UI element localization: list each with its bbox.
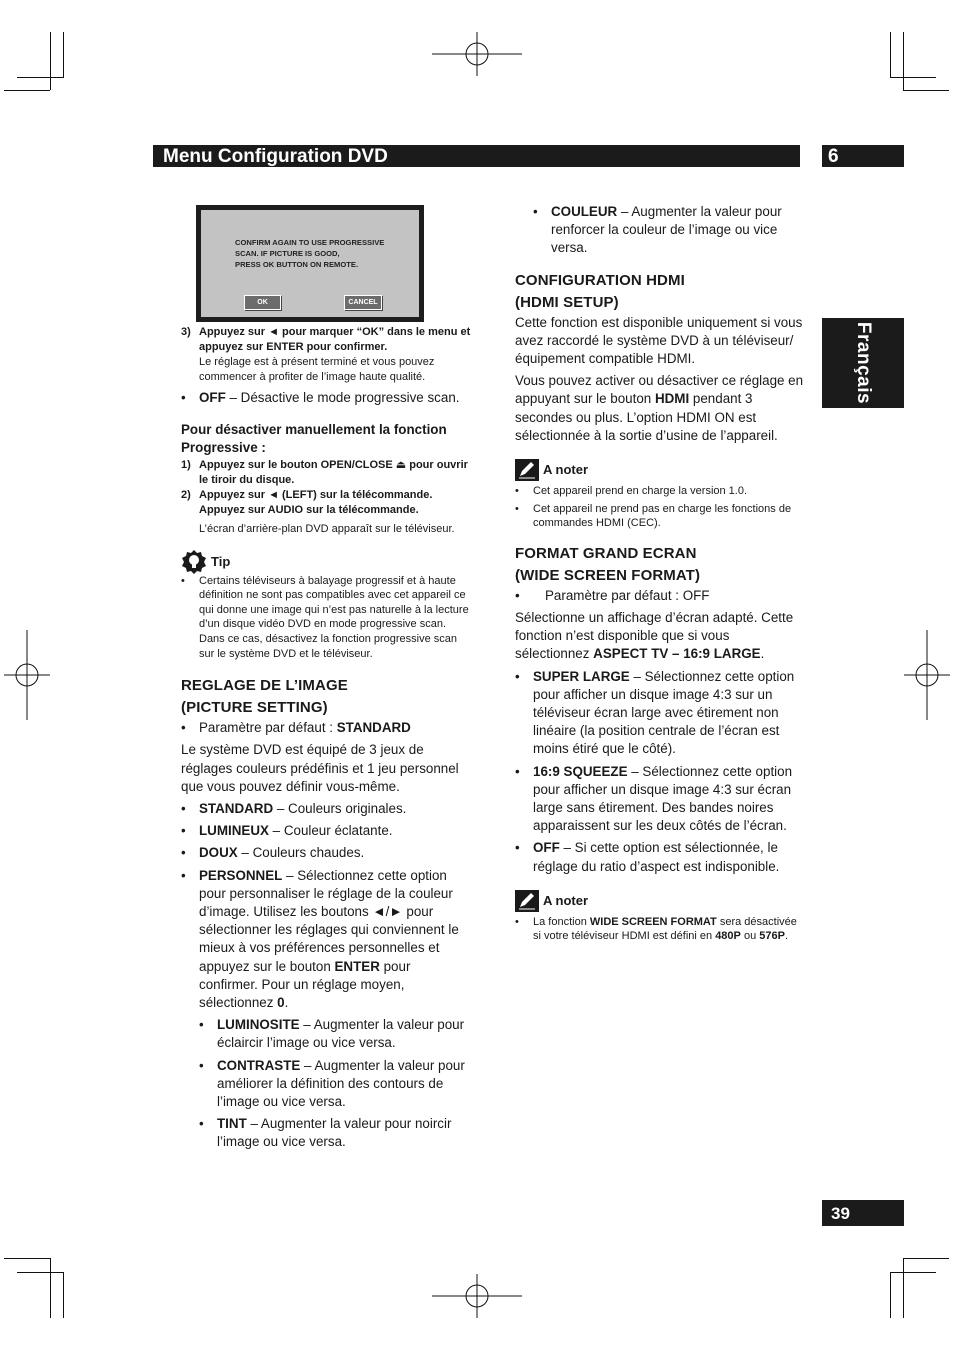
hdmi-paragraph-2: Vous pouvez activer ou désactiver ce réglage en appuyant sur le bouton HDMI pendant 3 secondes ou plus. L’option HDMI ON est sélectionnée à la sortie d’usine de l’appareil. [515,373,804,443]
left-column [181,325,471,1152]
standard-item: • STANDARD – Couleurs originales. [181,800,471,818]
wide-intro: Sélectionne un affichage d’écran adapté. Cette fonction n’est disponible que si vous sélectionnez ASPECT TV – 16:9 LARGE. [515,610,794,662]
tv-screen [201,210,419,317]
page-number: 39 [822,1200,904,1226]
wide-default: • Paramètre par défaut : OFF [515,587,805,605]
note-1-item: • Cet appareil ne prend pas en charge les fonctions de commandes HDMI (CEC). [515,502,805,531]
tv-message-line: SCAN. IF PICTURE IS GOOD, [235,249,340,258]
tip-text: • Certains téléviseurs à balayage progressif et à haute définition ne sont pas compatibles avec cet appareil ce qui donne une image qui n’est pas naturelle à la lecture d’un disque vidéo DVD en mode progressive scan. Dans ce cas, désactivez la fonction progressive scan sur le système DVD et le téléviseur. [181,574,471,662]
note-1-heading [515,459,805,481]
couleur-item: • COULEUR – Augmenter la valeur pour renforcer la couleur de l’image ou vice versa. [515,203,805,258]
registration-mark-bottom [432,1274,522,1318]
registration-mark-top [432,32,522,76]
tv-screen-illustration [196,205,424,322]
tv-dialog-message [235,237,384,270]
tv-cancel-button: CANCEL [344,295,382,310]
right-column [515,203,805,944]
registration-mark-left [4,630,50,720]
tv-ok-button: OK [244,295,281,310]
manual-disable-heading: Pour désactiver manuellement la fonction Progressive : [181,422,447,456]
picture-intro: Le système DVD est équipé de 3 jeux de réglages couleurs prédéfinis et 1 jeu personnel que vous pouvez définir vous-même. [181,742,459,794]
super-large-item: • SUPER LARGE – Sélectionnez cette option pour afficher un disque image 4:3 sur un téléviseur écran large avec étirement non linéaire (la position centrale de l’écran est moins étiré que le côté). [515,668,805,759]
page-title: Menu Configuration DVD [163,146,388,167]
note-pencil-icon [515,459,539,481]
chapter-number: 6 [822,145,904,167]
tip-lightbulb-icon [181,550,207,574]
manual-step-2-note: L’écran d’arrière-plan DVD apparaît sur le téléviseur. [199,522,455,535]
luminosite-item: • LUMINOSITE – Augmenter la valeur pour éclaircir l’image ou vice versa. [181,1016,471,1052]
hdmi-paragraph-1: Cette fonction est disponible uniquement si vous avez raccordé le système DVD à un téléviseur/équipement compatible HDMI. [515,314,803,367]
language-tab [822,318,904,408]
tip-heading [181,550,471,574]
wide-screen-heading: FORMAT GRAND ECRAN (WIDE SCREEN FORMAT) [515,544,701,584]
hdmi-setup-heading: CONFIGURATION HDMI (HDMI SETUP) [515,271,685,311]
language-tab-label: Français [853,321,874,405]
picture-setting-heading: REGLAGE DE L’IMAGE (PICTURE SETTING) [181,677,348,717]
off-option-item: • OFF – Si cette option est sélectionnée, le réglage du ratio d’aspect est indisponible. [515,839,805,875]
note-1-label: A noter [543,461,589,477]
note-1-item: • Cet appareil prend en charge la version 1.0. [515,484,805,499]
manual-step-1: 1) Appuyez sur le bouton OPEN/CLOSE ⏏ pour ouvrir le tiroir du disque. [181,458,468,486]
note-2-item: • La fonction WIDE SCREEN FORMAT sera désactivée si votre téléviseur HDMI est défini en 480P ou 576P. [515,915,805,944]
note-2-heading [515,890,805,912]
step-3: 3) Appuyez sur ◄ pour marquer “OK” dans le menu et appuyez sur ENTER pour confirmer. [181,326,471,353]
registration-mark-right [904,630,950,720]
tv-message-line: PRESS OK BUTTON ON REMOTE. [235,260,359,269]
note-pencil-icon [515,890,539,912]
picture-default: • Paramètre par défaut : STANDARD [181,719,471,737]
step-3-text: Appuyez sur ◄ pour marquer “OK” dans le menu et appuyez sur ENTER pour confirmer. [199,326,471,353]
personnel-item: • PERSONNEL – Sélectionnez cette option pour personnaliser le réglage de la couleur d’image. Utilisez les boutons ◄/► pour sélectionner les réglages qui conviennent le mieux à vos préférences personnelles et appuyez sur le bouton ENTER pour confirmer. Pour un réglage moyen, sélectionnez 0. [181,867,471,1013]
manual-step-2: 2) Appuyez sur ◄ (LEFT) sur la télécommande. Appuyez sur AUDIO sur la télécommande. [181,488,433,516]
contraste-item: • CONTRASTE – Augmenter la valeur pour améliorer la définition des contours de l’image ou vice versa. [181,1057,471,1112]
off-item: • OFF – Désactive le mode progressive scan. [181,389,471,407]
step-3-note: Le réglage est à présent terminé et vous pouvez commencer à profiter de l’image haute qualité. [199,356,435,383]
tint-item: • TINT – Augmenter la valeur pour noircir l’image ou vice versa. [181,1115,471,1151]
tip-label: Tip [211,553,231,569]
lumineux-item: • LUMINEUX – Couleur éclatante. [181,822,471,840]
note-2-label: A noter [543,892,589,908]
squeeze-item: • 16:9 SQUEEZE – Sélectionnez cette option pour afficher un disque image 4:3 sur écran large sans étirement. Des bandes noires apparaissent sur les deux côtés de l’écran. [515,763,805,836]
tv-message-line: CONFIRM AGAIN TO USE PROGRESSIVE [235,238,385,247]
doux-item: • DOUX – Couleurs chaudes. [181,844,471,862]
